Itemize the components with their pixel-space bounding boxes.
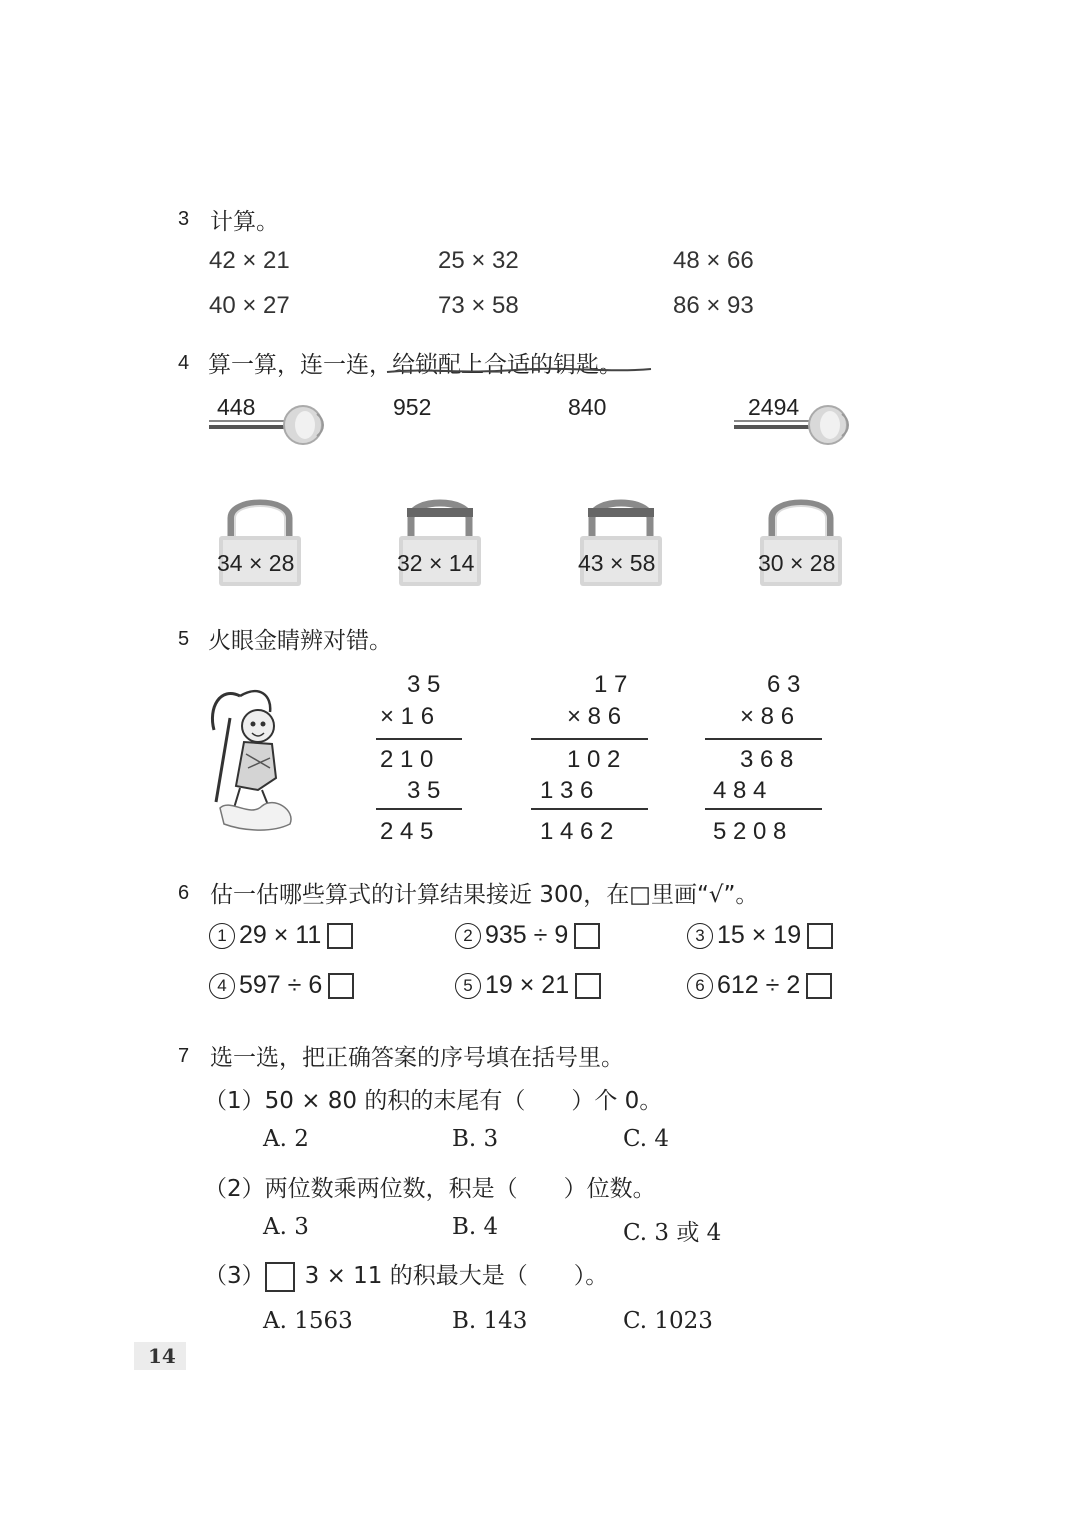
checkbox[interactable] (327, 923, 353, 949)
divider-line (705, 738, 822, 740)
estimate-item (455, 971, 601, 1000)
option-c[interactable]: C. 3 或 4 (623, 1220, 722, 1246)
circled-number: 3 (687, 923, 713, 949)
option-a[interactable]: A. 1563 (263, 1308, 353, 1334)
vertical-multiplier: × 1 6 (380, 703, 435, 730)
checkbox[interactable] (575, 973, 601, 999)
calc-expression: 48 × 66 (673, 247, 754, 274)
estimate-expression: 19 × 21 (485, 971, 570, 999)
partial-product: 1 3 6 (540, 777, 594, 804)
question-number: 3 (178, 208, 190, 230)
vertical-top: 6 3 (767, 671, 801, 698)
lock-3[interactable] (574, 490, 669, 590)
estimate-item (687, 971, 832, 1000)
option-b[interactable]: B. 4 (452, 1214, 499, 1240)
checkbox[interactable] (806, 973, 832, 999)
key-value[interactable]: 840 (568, 394, 607, 420)
estimate-expression: 612 ÷ 2 (717, 971, 801, 999)
lock-4[interactable] (754, 490, 849, 590)
lock-expression: 30 × 28 (758, 550, 836, 576)
sub-question-text: 3 × 11 的积最大是（ ）。 (304, 1263, 609, 1289)
estimate-expression: 15 × 19 (717, 921, 802, 949)
key-value: 448 (217, 394, 256, 420)
divider-line (376, 808, 462, 810)
option-c[interactable]: C. 1023 (623, 1308, 713, 1334)
option-b[interactable]: B. 3 (452, 1126, 499, 1152)
calc-expression: 86 × 93 (673, 292, 754, 319)
monkey-king-illustration (200, 678, 310, 838)
question-title: 估一估哪些算式的计算结果接近 300，在□里画“√”。 (210, 882, 759, 908)
option-a[interactable]: A. 3 (263, 1214, 309, 1240)
sub-question-2[interactable]: （2）两位数乘两位数，积是（ ）位数。 (204, 1176, 656, 1202)
circled-number: 6 (687, 973, 713, 999)
checkbox[interactable] (574, 923, 600, 949)
partial-product: 3 5 (407, 777, 441, 804)
question-number: 4 (178, 352, 190, 374)
estimate-item (209, 921, 353, 950)
partial-product: 2 1 0 (380, 746, 434, 773)
divider-line (376, 738, 462, 740)
question-number: 5 (178, 628, 190, 650)
divider-line (531, 738, 648, 740)
question-number: 7 (178, 1045, 190, 1067)
divider-line (705, 808, 822, 810)
circled-number: 1 (209, 923, 235, 949)
vertical-top: 3 5 (407, 671, 441, 698)
lock-expression: 32 × 14 (397, 550, 475, 576)
lock-expression: 34 × 28 (217, 550, 295, 576)
page-number: 14 (148, 1344, 176, 1368)
circled-number: 4 (209, 973, 235, 999)
calc-expression: 73 × 58 (438, 292, 519, 319)
question-number: 6 (178, 882, 190, 904)
digit-box[interactable] (265, 1262, 295, 1292)
key-4[interactable] (730, 392, 860, 452)
lock-expression: 43 × 58 (578, 550, 656, 576)
question-title: 计算。 (210, 209, 279, 235)
vertical-result: 1 4 6 2 (540, 818, 614, 845)
partial-product: 3 6 8 (740, 746, 794, 773)
option-b[interactable]: B. 143 (452, 1308, 528, 1334)
partial-product: 4 8 4 (713, 777, 767, 804)
sub-question-3[interactable] (204, 1257, 608, 1292)
vertical-top: 1 7 (594, 671, 628, 698)
estimate-item (687, 921, 833, 950)
calc-expression: 42 × 21 (209, 247, 290, 274)
circled-number: 2 (455, 923, 481, 949)
checkbox[interactable] (807, 923, 833, 949)
calc-expression: 25 × 32 (438, 247, 519, 274)
lock-1[interactable] (213, 490, 308, 590)
partial-product: 1 0 2 (567, 746, 621, 773)
option-c[interactable]: C. 4 (623, 1126, 670, 1152)
sub-question-prefix: （3） (204, 1263, 265, 1289)
key-1[interactable] (205, 392, 335, 452)
vertical-multiplier: × 8 6 (567, 703, 622, 730)
sub-question-1[interactable]: （1）50 × 80 的积的末尾有（ ）个 0。 (204, 1088, 663, 1114)
estimate-expression: 29 × 11 (239, 921, 322, 949)
estimate-item (455, 921, 600, 950)
scribble-underline (385, 364, 655, 376)
key-value: 2494 (748, 394, 800, 420)
vertical-multiplier: × 8 6 (740, 703, 795, 730)
vertical-result: 2 4 5 (380, 818, 434, 845)
question-title: 选一选，把正确答案的序号填在括号里。 (210, 1045, 624, 1071)
checkbox[interactable] (328, 973, 354, 999)
estimate-item (209, 971, 354, 1000)
divider-line (531, 808, 648, 810)
vertical-result: 5 2 0 8 (713, 818, 787, 845)
circled-number: 5 (455, 973, 481, 999)
question-title: 算一算，连一连，给锁配上合适的钥匙。 (208, 352, 622, 378)
lock-2[interactable] (393, 490, 488, 590)
calc-expression: 40 × 27 (209, 292, 290, 319)
option-a[interactable]: A. 2 (263, 1126, 309, 1152)
key-value[interactable]: 952 (393, 394, 432, 420)
question-title: 火眼金睛辨对错。 (208, 628, 392, 654)
estimate-expression: 597 ÷ 6 (239, 971, 323, 999)
estimate-expression: 935 ÷ 9 (485, 921, 569, 949)
